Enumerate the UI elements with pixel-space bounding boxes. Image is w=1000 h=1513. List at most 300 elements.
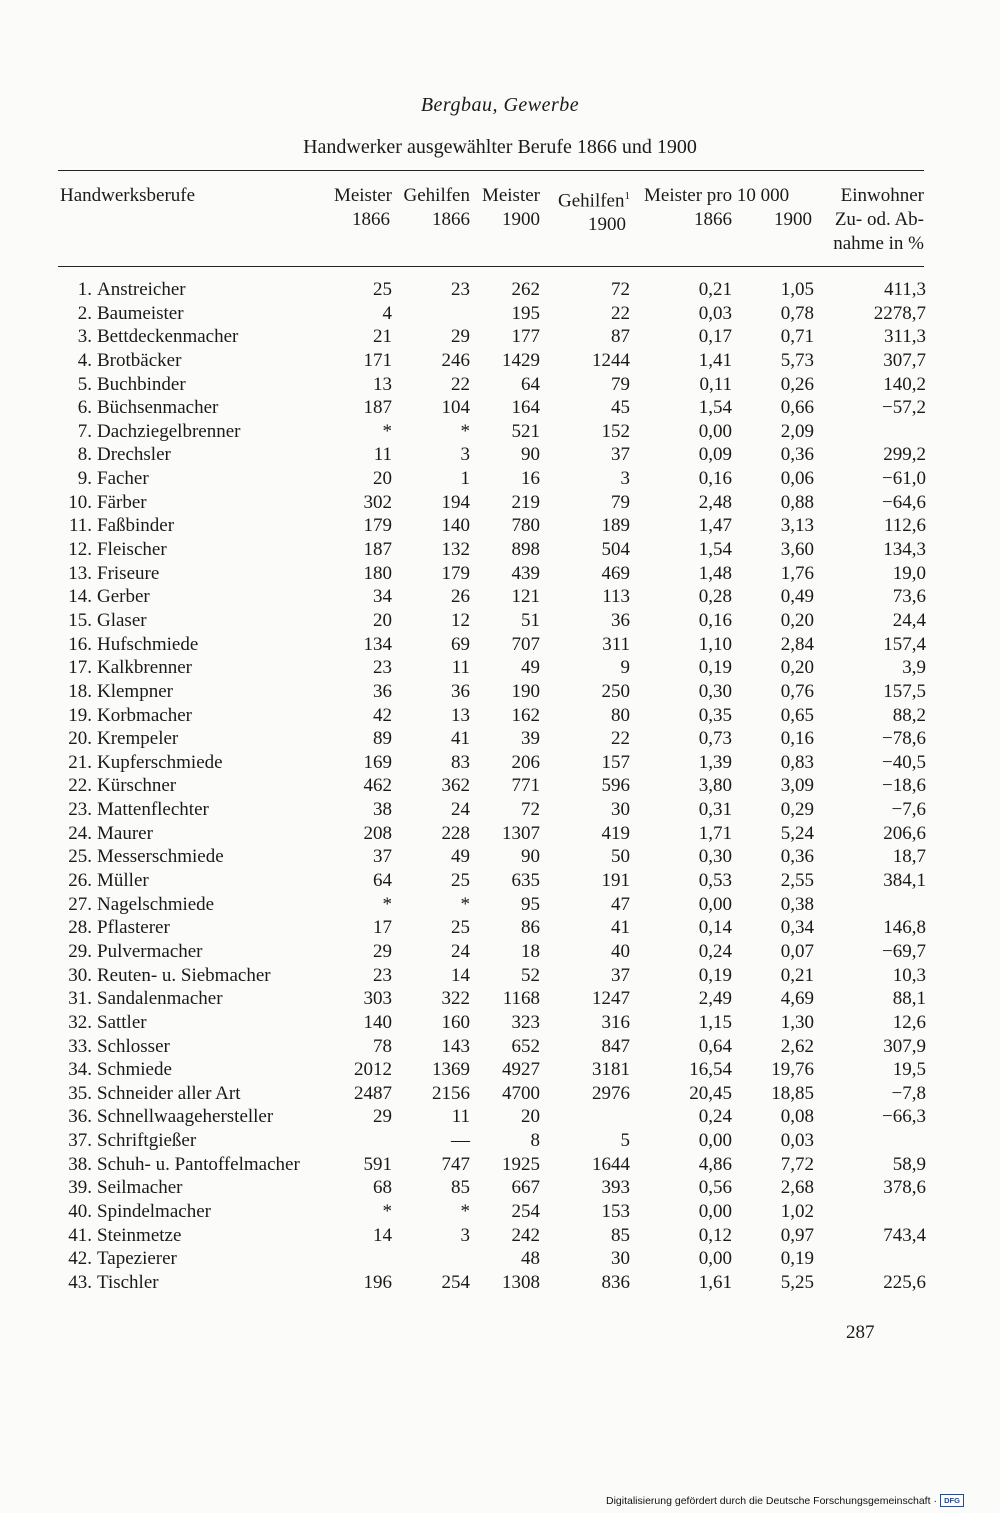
- table-row: [0, 538, 1000, 562]
- gehilfen-1900-cell: 72: [611, 279, 630, 300]
- header-einwohner-line1: Einwohner: [840, 185, 924, 206]
- per-10000-1866-cell: 1,39: [698, 751, 732, 773]
- table-row: [0, 798, 1000, 822]
- per-10000-1866-cell: 1,71: [698, 822, 732, 844]
- profession-name: Korbmacher: [97, 704, 192, 726]
- table-row: [0, 1247, 1000, 1271]
- gehilfen-1900-cell: 191: [601, 870, 630, 892]
- profession-name: Baumeister: [97, 302, 184, 324]
- per-10000-1900-cell: 3,13: [780, 515, 814, 537]
- population-change-cell: 73,6: [892, 586, 926, 608]
- meister-1900-cell: 39: [521, 728, 540, 750]
- gehilfen-1866-cell: 13: [451, 704, 470, 726]
- meister-1866-cell: 2487: [354, 1082, 392, 1104]
- per-10000-1900-cell: 2,62: [780, 1035, 814, 1057]
- row-number: 7.: [77, 420, 92, 442]
- per-10000-1866-cell: 0,64: [698, 1035, 732, 1057]
- gehilfen-1900-cell: 3: [620, 468, 630, 490]
- gehilfen-1900-cell: 37: [611, 444, 630, 466]
- per-10000-1900-cell: 0,29: [780, 799, 814, 821]
- gehilfen-1900-cell: 22: [611, 302, 630, 324]
- dfg-logo: DFG: [940, 1494, 964, 1507]
- profession-name: Tapezierer: [97, 1248, 177, 1270]
- gehilfen-1900-cell: 250: [601, 680, 630, 702]
- population-change-cell: 307,7: [883, 349, 926, 371]
- row-number: 41.: [68, 1224, 92, 1246]
- gehilfen-1866-cell: 36: [451, 680, 470, 702]
- meister-1900-cell: 771: [511, 775, 540, 797]
- gehilfen-1900-cell: 30: [611, 1248, 630, 1270]
- gehilfen-1866-cell: 23: [451, 279, 470, 300]
- per-10000-1900-cell: 3,60: [780, 539, 814, 561]
- meister-1900-cell: 707: [511, 633, 540, 655]
- profession-name: Schriftgießer: [97, 1130, 197, 1152]
- meister-1866-cell: 23: [373, 964, 392, 986]
- row-number: 31.: [68, 988, 92, 1010]
- meister-1900-cell: 1429: [502, 349, 540, 371]
- meister-1900-cell: 1307: [502, 822, 540, 844]
- population-change-cell: 378,6: [883, 1177, 926, 1199]
- table-row: [0, 893, 1000, 917]
- meister-1866-cell: 68: [373, 1177, 392, 1199]
- row-number: 29.: [68, 940, 92, 962]
- gehilfen-1866-cell: 179: [441, 562, 470, 584]
- per-10000-1866-cell: 1,48: [698, 562, 732, 584]
- per-10000-1900-cell: 0,06: [780, 468, 814, 490]
- row-number: 28.: [68, 917, 92, 939]
- gehilfen-1900-cell: 5: [620, 1130, 630, 1152]
- row-number: 24.: [68, 822, 92, 844]
- per-10000-1900-cell: 0,65: [780, 704, 814, 726]
- gehilfen-1866-cell: 49: [451, 846, 470, 868]
- meister-1866-cell: 303: [363, 988, 392, 1010]
- meister-1900-cell: 898: [511, 539, 540, 561]
- table-top-rule: [58, 170, 924, 171]
- per-10000-1900-cell: 5,73: [780, 349, 814, 371]
- per-10000-1900-cell: 2,68: [780, 1177, 814, 1199]
- gehilfen-1866-cell: 194: [441, 491, 470, 513]
- footer-separator: ·: [933, 1494, 937, 1507]
- row-number: 10.: [68, 491, 92, 513]
- gehilfen-1900-cell: 2976: [592, 1082, 630, 1104]
- table-row: [0, 585, 1000, 609]
- profession-name: Sattler: [97, 1011, 147, 1033]
- profession-name: Anstreicher: [97, 279, 186, 300]
- gehilfen-1900-cell: 3181: [592, 1059, 630, 1081]
- row-number: 26.: [68, 870, 92, 892]
- profession-name: Maurer: [97, 822, 153, 844]
- row-number: 1.: [77, 279, 92, 300]
- per-10000-1866-cell: 0,31: [698, 799, 732, 821]
- gehilfen-1900-cell: 311: [602, 633, 630, 655]
- table-row: [0, 373, 1000, 397]
- per-10000-1900-cell: 0,36: [780, 444, 814, 466]
- gehilfen-1866-cell: 228: [441, 822, 470, 844]
- per-10000-1866-cell: 0,03: [698, 302, 732, 324]
- header-meister-1900: [472, 184, 540, 232]
- gehilfen-1866-cell: 14: [451, 964, 470, 986]
- meister-1866-cell: *: [382, 420, 392, 442]
- gehilfen-1866-cell: 26: [451, 586, 470, 608]
- per-10000-1866-cell: 0,11: [699, 373, 732, 395]
- per-10000-1900-cell: 0,20: [780, 657, 814, 679]
- row-number: 14.: [68, 586, 92, 608]
- per-10000-1900-cell: 0,71: [780, 326, 814, 348]
- header-meister-1866-label: Meister: [333, 185, 392, 206]
- per-10000-1900-cell: 0,16: [780, 728, 814, 750]
- header-einwohner-line3: nahme in %: [833, 233, 924, 254]
- table-row: [0, 1035, 1000, 1059]
- gehilfen-1866-cell: 1369: [432, 1059, 470, 1081]
- per-10000-1866-cell: 4,86: [698, 1153, 732, 1175]
- header-meister-1900-year: 1900: [502, 209, 540, 230]
- meister-1900-cell: 121: [511, 586, 540, 608]
- profession-name: Hufschmiede: [97, 633, 199, 655]
- meister-1900-cell: 8: [530, 1130, 540, 1152]
- table-row: [0, 774, 1000, 798]
- per-10000-1900-cell: 2,84: [780, 633, 814, 655]
- meister-1866-cell: *: [382, 893, 392, 915]
- gehilfen-1866-cell: 1: [460, 468, 470, 490]
- gehilfen-1866-cell: 11: [451, 1106, 470, 1128]
- per-10000-1866-cell: 0,53: [698, 870, 732, 892]
- per-10000-1866-cell: 0,73: [698, 728, 732, 750]
- population-change-cell: −57,2: [882, 397, 926, 419]
- row-number: 37.: [68, 1130, 92, 1152]
- row-number: 40.: [68, 1200, 92, 1222]
- profession-name: Büchsenmacher: [97, 397, 219, 419]
- table-row: [0, 1011, 1000, 1035]
- meister-1900-cell: 254: [511, 1200, 540, 1222]
- gehilfen-1866-cell: 132: [441, 539, 470, 561]
- gehilfen-1900-cell: 87: [611, 326, 630, 348]
- gehilfen-1866-cell: *: [460, 893, 470, 915]
- gehilfen-1866-cell: 254: [441, 1271, 470, 1293]
- per-10000-1866-cell: 1,54: [698, 397, 732, 419]
- profession-name: Pulvermacher: [97, 940, 203, 962]
- population-change-cell: −66,3: [882, 1106, 926, 1128]
- table-row: [0, 704, 1000, 728]
- row-number: 27.: [68, 893, 92, 915]
- per-10000-1900-cell: 0,08: [780, 1106, 814, 1128]
- per-10000-1866-cell: 0,35: [698, 704, 732, 726]
- row-number: 23.: [68, 799, 92, 821]
- meister-1866-cell: 36: [373, 680, 392, 702]
- meister-1900-cell: 262: [511, 279, 540, 300]
- population-change-cell: −69,7: [882, 940, 926, 962]
- meister-1900-cell: 95: [521, 893, 540, 915]
- profession-name: Tischler: [97, 1271, 159, 1293]
- gehilfen-1900-cell: 50: [611, 846, 630, 868]
- population-change-cell: 311,3: [883, 326, 926, 348]
- per-10000-1900-cell: 2,09: [780, 420, 814, 442]
- row-number: 34.: [68, 1059, 92, 1081]
- gehilfen-1900-cell: 469: [601, 562, 630, 584]
- table-row: [0, 964, 1000, 988]
- per-10000-1866-cell: 0,28: [698, 586, 732, 608]
- population-change-cell: 157,5: [883, 680, 926, 702]
- meister-1900-cell: 780: [511, 515, 540, 537]
- header-gehilfen-1900-label: Gehilfen: [558, 190, 625, 212]
- meister-1900-cell: 51: [521, 609, 540, 631]
- gehilfen-1900-cell: 1244: [592, 349, 630, 371]
- profession-name: Messerschmiede: [97, 846, 224, 868]
- gehilfen-1900-cell: 79: [611, 491, 630, 513]
- gehilfen-1900-cell: 1247: [592, 988, 630, 1010]
- gehilfen-1866-cell: 41: [451, 728, 470, 750]
- population-change-cell: 225,6: [883, 1271, 926, 1293]
- per-10000-1900-cell: 0,66: [780, 397, 814, 419]
- per-10000-1866-cell: 0,19: [698, 964, 732, 986]
- table-row: [0, 633, 1000, 657]
- per-10000-1866-cell: 0,00: [698, 1130, 732, 1152]
- profession-name: Schmiede: [97, 1059, 172, 1081]
- profession-name: Färber: [97, 491, 147, 513]
- row-number: 19.: [68, 704, 92, 726]
- header-einwohner: [810, 184, 924, 256]
- gehilfen-1900-cell: 79: [611, 373, 630, 395]
- table-row: [0, 987, 1000, 1011]
- population-change-cell: 19,0: [892, 562, 926, 584]
- per-10000-1866-cell: 0,00: [698, 1248, 732, 1270]
- per-10000-1866-cell: 3,80: [698, 775, 732, 797]
- meister-1900-cell: 667: [511, 1177, 540, 1199]
- meister-1900-cell: 219: [511, 491, 540, 513]
- gehilfen-1866-cell: 29: [451, 326, 470, 348]
- row-number: 42.: [68, 1248, 92, 1270]
- gehilfen-1900-cell: 22: [611, 728, 630, 750]
- population-change-cell: −61,0: [882, 468, 926, 490]
- header-einwohner-line2: Zu- od. Ab-: [834, 209, 924, 230]
- meister-1900-cell: 162: [511, 704, 540, 726]
- table-row: [0, 467, 1000, 491]
- header-per-10000: Meister pro 10 000: [644, 185, 790, 206]
- meister-1866-cell: 2012: [354, 1059, 392, 1081]
- meister-1866-cell: *: [382, 1200, 392, 1222]
- meister-1900-cell: 52: [521, 964, 540, 986]
- meister-1866-cell: 187: [363, 397, 392, 419]
- gehilfen-1900-cell: 847: [601, 1035, 630, 1057]
- row-number: 25.: [68, 846, 92, 868]
- per-10000-1900-cell: 0,36: [780, 846, 814, 868]
- gehilfen-1866-cell: 104: [441, 397, 470, 419]
- profession-name: Spindelmacher: [97, 1200, 211, 1222]
- meister-1866-cell: 20: [373, 468, 392, 490]
- profession-name: Facher: [97, 468, 149, 490]
- profession-name: Nagelschmiede: [97, 893, 215, 915]
- row-number: 16.: [68, 633, 92, 655]
- profession-name: Steinmetze: [97, 1224, 182, 1246]
- per-10000-1866-cell: 0,16: [698, 468, 732, 490]
- per-10000-1900-cell: 5,24: [780, 822, 814, 844]
- meister-1900-cell: 439: [511, 562, 540, 584]
- per-10000-1866-cell: 16,54: [689, 1059, 732, 1081]
- gehilfen-1866-cell: 25: [451, 870, 470, 892]
- meister-1900-cell: 4927: [502, 1059, 540, 1081]
- meister-1866-cell: 462: [363, 775, 392, 797]
- header-profession: Handwerksberufe: [60, 185, 196, 206]
- population-change-cell: 10,3: [892, 964, 926, 986]
- per-10000-1900-cell: 1,76: [780, 562, 814, 584]
- population-change-cell: −64,6: [882, 491, 926, 513]
- gehilfen-1866-cell: 22: [451, 373, 470, 395]
- profession-name: Gerber: [97, 586, 150, 608]
- meister-1866-cell: 179: [363, 515, 392, 537]
- header-gehilfen-1900: [545, 184, 630, 237]
- gehilfen-1866-cell: *: [460, 1200, 470, 1222]
- population-change-cell: 58,9: [892, 1153, 926, 1175]
- header-per-10000-1900: 1900: [774, 209, 812, 230]
- table-row: [0, 278, 1000, 302]
- row-number: 2.: [77, 302, 92, 324]
- row-number: 35.: [68, 1082, 92, 1104]
- gehilfen-1900-cell: 157: [601, 751, 630, 773]
- meister-1900-cell: 90: [521, 444, 540, 466]
- meister-1900-cell: 177: [511, 326, 540, 348]
- profession-name: Schneider aller Art: [97, 1082, 241, 1104]
- meister-1900-cell: 86: [521, 917, 540, 939]
- profession-name: Bettdeckenmacher: [97, 326, 239, 348]
- population-change-cell: 19,5: [892, 1059, 926, 1081]
- per-10000-1900-cell: 5,25: [780, 1271, 814, 1293]
- gehilfen-1900-cell: 40: [611, 940, 630, 962]
- table-row: [0, 1176, 1000, 1200]
- per-10000-1866-cell: 0,19: [698, 657, 732, 679]
- gehilfen-1866-cell: 2156: [432, 1082, 470, 1104]
- header-gehilfen-1866-label: Gehilfen: [403, 185, 470, 206]
- meister-1866-cell: 29: [373, 940, 392, 962]
- row-number: 9.: [77, 468, 92, 490]
- profession-name: Dachziegelbrenner: [97, 420, 241, 442]
- meister-1866-cell: 34: [373, 586, 392, 608]
- meister-1866-cell: 78: [373, 1035, 392, 1057]
- population-change-cell: −40,5: [882, 751, 926, 773]
- profession-name: Schnellwaagehersteller: [97, 1106, 274, 1128]
- gehilfen-1866-cell: —: [451, 1130, 470, 1152]
- meister-1900-cell: 72: [521, 799, 540, 821]
- per-10000-1866-cell: 0,00: [698, 893, 732, 915]
- meister-1866-cell: 89: [373, 728, 392, 750]
- profession-name: Pflasterer: [97, 917, 170, 939]
- per-10000-1900-cell: 0,03: [780, 1130, 814, 1152]
- per-10000-1900-cell: 2,55: [780, 870, 814, 892]
- row-number: 38.: [68, 1153, 92, 1175]
- gehilfen-1900-cell: 316: [601, 1011, 630, 1033]
- table-row: [0, 514, 1000, 538]
- row-number: 3.: [77, 326, 92, 348]
- per-10000-1900-cell: 0,83: [780, 751, 814, 773]
- table-row: [0, 1271, 1000, 1295]
- meister-1866-cell: 14: [373, 1224, 392, 1246]
- per-10000-1900-cell: 0,38: [780, 893, 814, 915]
- profession-name: Kalkbrenner: [97, 657, 192, 679]
- profession-name: Schlosser: [97, 1035, 170, 1057]
- meister-1900-cell: 635: [511, 870, 540, 892]
- gehilfen-1900-cell: 1644: [592, 1153, 630, 1175]
- meister-1866-cell: 25: [373, 279, 392, 300]
- row-number: 22.: [68, 775, 92, 797]
- profession-name: Schuh- u. Pantoffelmacher: [97, 1153, 300, 1175]
- population-change-cell: 3,9: [902, 657, 926, 679]
- table-row: [0, 349, 1000, 373]
- profession-name: Faßbinder: [97, 515, 175, 537]
- population-change-cell: −7,8: [891, 1082, 926, 1104]
- population-change-cell: 206,6: [883, 822, 926, 844]
- profession-name: Krempeler: [97, 728, 179, 750]
- population-change-cell: 112,6: [883, 515, 926, 537]
- profession-name: Reuten- u. Siebmacher: [97, 964, 271, 986]
- gehilfen-1866-cell: 143: [441, 1035, 470, 1057]
- per-10000-1900-cell: 1,30: [780, 1011, 814, 1033]
- meister-1866-cell: 134: [363, 633, 392, 655]
- meister-1866-cell: 42: [373, 704, 392, 726]
- table-row: [0, 845, 1000, 869]
- per-10000-1866-cell: 0,09: [698, 444, 732, 466]
- gehilfen-1866-cell: 362: [441, 775, 470, 797]
- per-10000-1866-cell: 0,24: [698, 940, 732, 962]
- row-number: 17.: [68, 657, 92, 679]
- meister-1900-cell: 323: [511, 1011, 540, 1033]
- gehilfen-1866-cell: 3: [460, 1224, 470, 1246]
- per-10000-1900-cell: 0,49: [780, 586, 814, 608]
- meister-1866-cell: 208: [363, 822, 392, 844]
- population-change-cell: 2278,7: [873, 302, 926, 324]
- population-change-cell: 411,3: [883, 279, 926, 300]
- profession-name: Kürschner: [97, 775, 177, 797]
- header-per-10000-1866: 1866: [694, 209, 732, 230]
- table-row: [0, 1105, 1000, 1129]
- gehilfen-1866-cell: 69: [451, 633, 470, 655]
- table-row: [0, 822, 1000, 846]
- gehilfen-1900-cell: 30: [611, 799, 630, 821]
- meister-1900-cell: 4700: [502, 1082, 540, 1104]
- table-row: [0, 443, 1000, 467]
- profession-name: Mattenflechter: [97, 799, 209, 821]
- gehilfen-1866-cell: 3: [460, 444, 470, 466]
- meister-1900-cell: 48: [521, 1248, 540, 1270]
- per-10000-1900-cell: 0,20: [780, 609, 814, 631]
- header-meister-1866-year: 1866: [352, 209, 390, 230]
- table-row: [0, 751, 1000, 775]
- per-10000-1866-cell: 0,21: [698, 279, 732, 300]
- row-number: 4.: [77, 349, 92, 371]
- per-10000-1866-cell: 0,30: [698, 680, 732, 702]
- per-10000-1900-cell: 1,05: [780, 279, 814, 300]
- per-10000-1900-cell: 3,09: [780, 775, 814, 797]
- meister-1900-cell: 206: [511, 751, 540, 773]
- table-row: [0, 302, 1000, 326]
- per-10000-1866-cell: 0,14: [698, 917, 732, 939]
- per-10000-1900-cell: 0,26: [780, 373, 814, 395]
- gehilfen-1900-cell: 189: [601, 515, 630, 537]
- table-row: [0, 1058, 1000, 1082]
- meister-1900-cell: 1925: [502, 1153, 540, 1175]
- row-number: 33.: [68, 1035, 92, 1057]
- population-change-cell: 140,2: [883, 373, 926, 395]
- table-title: Handwerker ausgewählter Berufe 1866 und 1900: [303, 136, 697, 158]
- meister-1900-cell: 190: [511, 680, 540, 702]
- gehilfen-1866-cell: 246: [441, 349, 470, 371]
- per-10000-1900-cell: 4,69: [780, 988, 814, 1010]
- per-10000-1900-cell: 0,19: [780, 1248, 814, 1270]
- gehilfen-1900-cell: 836: [601, 1271, 630, 1293]
- table-row: [0, 1224, 1000, 1248]
- meister-1900-cell: 164: [511, 397, 540, 419]
- meister-1866-cell: 302: [363, 491, 392, 513]
- meister-1866-cell: 169: [363, 751, 392, 773]
- header-bottom-rule: [58, 266, 924, 267]
- row-number: 30.: [68, 964, 92, 986]
